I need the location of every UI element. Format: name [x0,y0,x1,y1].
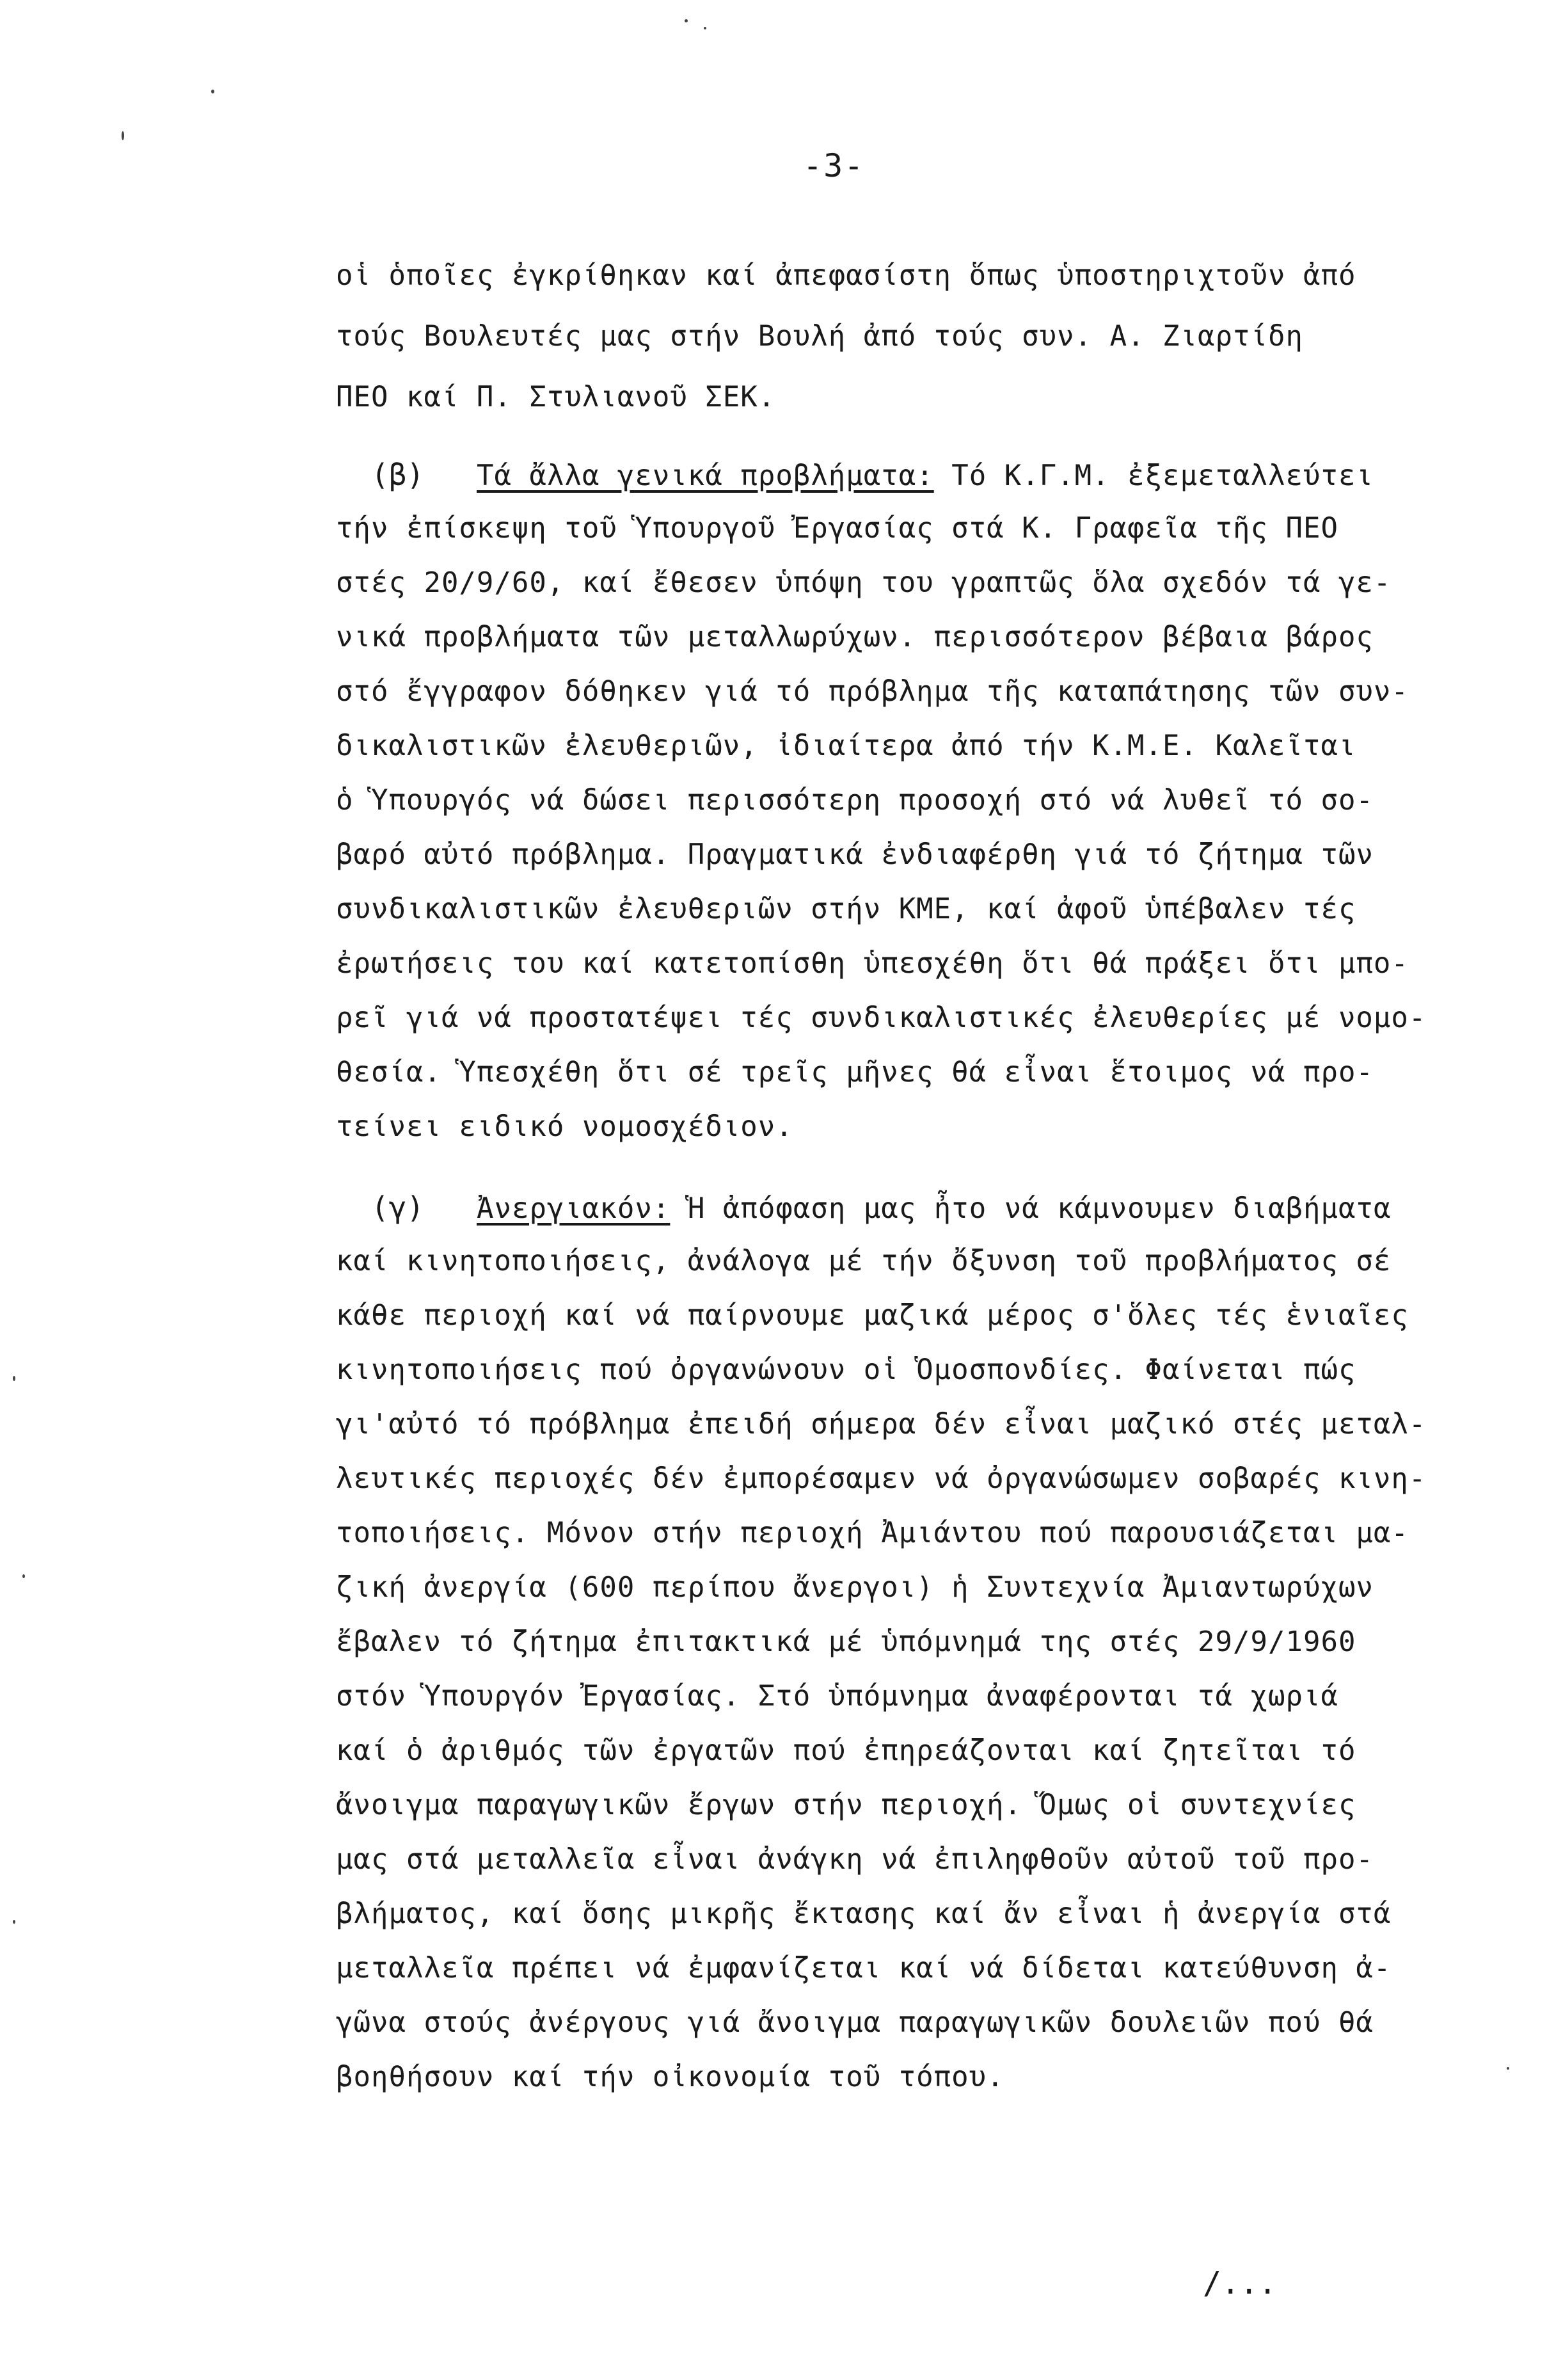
section-b-first-line [477,459,1374,492]
section-b-first-line-rest: Τό Κ.Γ.Μ. ἐξεμεταλλεύτει [933,459,1374,492]
section-b-marker: (β) [371,458,425,492]
intro-line: τούς Βουλευτές μας στήν Βουλή ἀπό τούς συν. Α. Ζιαρτίδη [336,320,1303,353]
section-b-line: συνδικαλιστικῶν ἐλευθεριῶν στήν ΚΜΕ, καί ἀφοῦ ὑπέβαλεν τές [336,893,1356,925]
intro-line: ΠΕΟ καί Π. Στυλιανοῦ ΣΕΚ. [336,381,776,413]
section-c-line: καί ὁ ἀριθμός τῶν ἐργατῶν πού ἐπηρεάζονται καί ζητεῖται τό [336,1734,1356,1767]
section-c-line: βλήματος, καί ὅσης μικρῆς ἔκτασης καί ἄν εἶναι ἡ ἀνεργία στά [336,1897,1392,1930]
section-c-line: λευτικές περιοχές δέν ἐμπορέσαμεν νά ὀργανώσωμεν σοβαρές κινη- [336,1462,1427,1495]
section-c-line: γι'αὐτό τό πρόβλημα ἐπειδή σήμερα δέν εἶναι μαζικό στές μεταλ- [336,1408,1427,1441]
scan-speck [13,1920,15,1924]
section-c-line: ζική ἀνεργία (600 περίπου ἄνεργοι) ἡ Συντεχνία Ἀμιαντωρύχων [336,1571,1374,1604]
section-c-line: τοποιήσεις. Μόνον στήν περιοχή Ἀμιάντου πού παρουσιάζεται μα- [336,1517,1409,1549]
scan-speck [13,1376,15,1381]
section-b-line: ρεῖ γιά νά προστατέψει τές συνδικαλιστικές ἐλευθερίες μέ νομο- [336,1002,1427,1034]
section-b-line: βαρό αὐτό πρόβλημα. Πραγματικά ἐνδιαφέρθη γιά τό ζήτημα τῶν [336,838,1374,871]
section-b-line: στό ἔγγραφον δόθηκεν γιά τό πρόβλημα τῆς καταπάτησης τῶν συν- [336,675,1409,708]
section-c-line: ἄνοιγμα παραγωγικῶν ἔργων στήν περιοχή. Ὅμως οἱ συντεχνίες [336,1789,1356,1821]
section-c-line: στόν Ὑπουργόν Ἐργασίας. Στό ὑπόμνημα ἀναφέρονται τά χωριά [336,1680,1338,1713]
page-number: -3- [803,147,865,184]
scan-speck [704,27,706,29]
section-c-line: μας στά μεταλλεῖα εἶναι ἀνάγκη νά ἐπιληφθοῦν αὐτοῦ τοῦ προ- [336,1843,1374,1876]
section-b-line: τήν ἐπίσκεψη τοῦ Ὑπουργοῦ Ἐργασίας στά Κ. Γραφεῖα τῆς ΠΕΟ [336,512,1338,545]
section-c-first-line [477,1192,1392,1225]
scan-speck [211,90,214,93]
scan-speck [1507,2067,1509,2070]
section-b-line: τείνει ειδικό νομοσχέδιον. [336,1110,793,1143]
section-c-line: γῶνα στούς ἀνέργους γιά ἄνοιγμα παραγωγικῶν δουλειῶν πού θά [336,2006,1374,2039]
section-b-line: ἐρωτήσεις του καί κατετοπίσθη ὑπεσχέθη ὅτι θά πράξει ὅτι μπο- [336,947,1409,980]
section-b-heading: Τά ἄλλα γενικά προβλήματα: [477,459,934,492]
continuation-mark: /... [1203,2265,1277,2301]
scan-speck [22,1574,25,1578]
section-c-marker: (γ) [371,1190,425,1225]
section-b-line: δικαλιστικῶν ἐλευθεριῶν, ἰδιαίτερα ἀπό τήν Κ.Μ.Ε. Καλεῖται [336,730,1356,762]
section-b-line: ὁ Ὑπουργός νά δώσει περισσότερη προσοχή στό νά λυθεῖ τό σο- [336,784,1374,817]
scan-speck [685,19,688,22]
section-b-line: νικά προβλήματα τῶν μεταλλωρύχων. περισσότερον βέβαια βάρος [336,621,1374,653]
section-c-line: ἔβαλεν τό ζήτημα ἐπιτακτικά μέ ὑπόμνημά της στές 29/9/1960 [336,1625,1356,1658]
scan-speck [122,131,124,140]
section-c-line: μεταλλεῖα πρέπει νά ἐμφανίζεται καί νά δίδεται κατεύθυνση ἀ- [336,1952,1392,1985]
section-c-heading: Ἀνεργιακόν: [477,1192,670,1225]
intro-line: οἱ ὁποῖες ἐγκρίθηκαν καί ἀπεφασίστη ὅπως ὑποστηριχτοῦν ἀπό [336,259,1356,292]
section-b-line: θεσία. Ὑπεσχέθη ὅτι σέ τρεῖς μῆνες θά εἶναι ἕτοιμος νά προ- [336,1056,1374,1089]
section-c-line: βοηθήσουν καί τήν οἰκονομία τοῦ τόπου. [336,2061,1004,2093]
section-c-first-line-rest: Ἡ ἀπόφαση μας ἦτο νά κάμνουμεν διαβήματα [670,1192,1392,1225]
section-c-line: καί κινητοποιήσεις, ἀνάλογα μέ τήν ὄξυνση τοῦ προβλήματος σέ [336,1245,1392,1277]
section-b-line: στές 20/9/60, καί ἔθεσεν ὑπόψη του γραπτῶς ὅλα σχεδόν τά γε- [336,566,1392,599]
section-c-line: κινητοποιήσεις πού ὀργανώνουν οἱ Ὁμοσπονδίες. Φαίνεται πώς [336,1354,1356,1386]
section-c-line: κάθε περιοχή καί νά παίρνουμε μαζικά μέρος σ'ὅλες τές ἑνιαῖες [336,1299,1409,1332]
